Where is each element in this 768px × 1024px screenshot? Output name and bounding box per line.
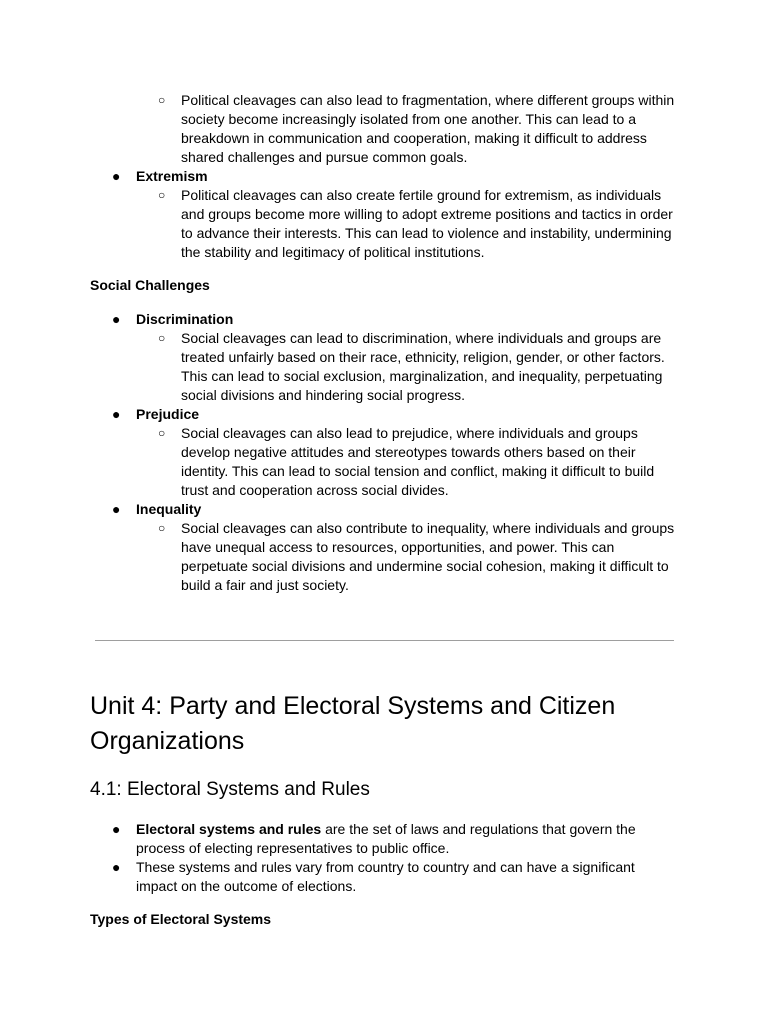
fragmentation-text: Political cleavages can also lead to fragmentation, where different groups within society become increasingly isolated from one another. This can lead to a breakdown in communication and cooperation, making it difficult to address shared challenges and pursue common goals. [181,92,675,165]
bullet-icon: ● [112,821,121,837]
hollow-bullet-icon: ○ [158,426,166,440]
list-item [0,500,768,519]
unit-title: Unit 4: Party and Electoral Systems and Citizen Organizations [90,692,616,755]
electoral-systems-definition: are the set of laws and regulations that govern the process of electing representatives to public office. [136,821,636,856]
list-subitem [0,91,758,167]
list-subitem [0,329,751,405]
section-divider [95,640,674,641]
electoral-systems-term: Electoral systems and rules [136,821,322,837]
list-item [0,858,766,896]
discrimination-text: Social cleavages can lead to discrimination, where individuals and groups are treated unfairly based on their race, ethnicity, religion, gender, or other factors. This can lead to social exclusion, marginalization, and inequality, perpetuating social divisions and hindering social progress. [181,330,665,403]
list-subitem [0,519,761,595]
inequality-label: Inequality [136,501,202,517]
social-challenges-list [0,310,768,595]
list-subitem [0,186,758,262]
prejudice-text: Social cleavages can also lead to prejudice, where individuals and groups develop negative attitudes and stereotypes towards others based on their identity. This can lead to social tension and conflict, making it difficult to build trust and cooperation across social divides. [181,425,655,498]
list-item [0,820,766,858]
hollow-bullet-icon: ○ [158,521,166,535]
extremism-text: Political cleavages can also create fertile ground for extremism, as individuals and groups become more willing to adopt extreme positions and tactics in order to advance their interests. This can lead to violence and instability, undermining the stability and legitimacy of political institutions. [181,187,673,260]
list-item [0,310,768,329]
bullet-icon: ● [112,501,121,517]
hollow-bullet-icon: ○ [158,93,166,107]
list-subitem [0,424,741,500]
political-challenges-list [0,91,768,262]
bullet-icon: ● [112,311,121,327]
extremism-label: Extremism [136,168,208,184]
electoral-systems-list [0,820,768,896]
section-title: 4.1: Electoral Systems and Rules [90,779,370,800]
inequality-text: Social cleavages can also contribute to inequality, where individuals and groups have unequal access to resources, opportunities, and power. This can perpetuate social divisions and undermine social cohesion, making it difficult to build a fair and just society. [181,520,675,593]
bullet-icon: ● [112,406,121,422]
bullet-icon: ● [112,168,121,184]
discrimination-label: Discrimination [136,311,234,327]
list-item [0,405,768,424]
electoral-systems-variation: These systems and rules vary from country to country and can have a significant impact on the outcome of elections. [136,859,635,894]
types-heading: Types of Electoral Systems [90,911,272,927]
prejudice-label: Prejudice [136,406,200,422]
hollow-bullet-icon: ○ [158,188,166,202]
hollow-bullet-icon: ○ [158,331,166,345]
bullet-icon: ● [112,859,121,875]
list-item [0,167,768,186]
social-challenges-heading: Social Challenges [90,277,210,293]
